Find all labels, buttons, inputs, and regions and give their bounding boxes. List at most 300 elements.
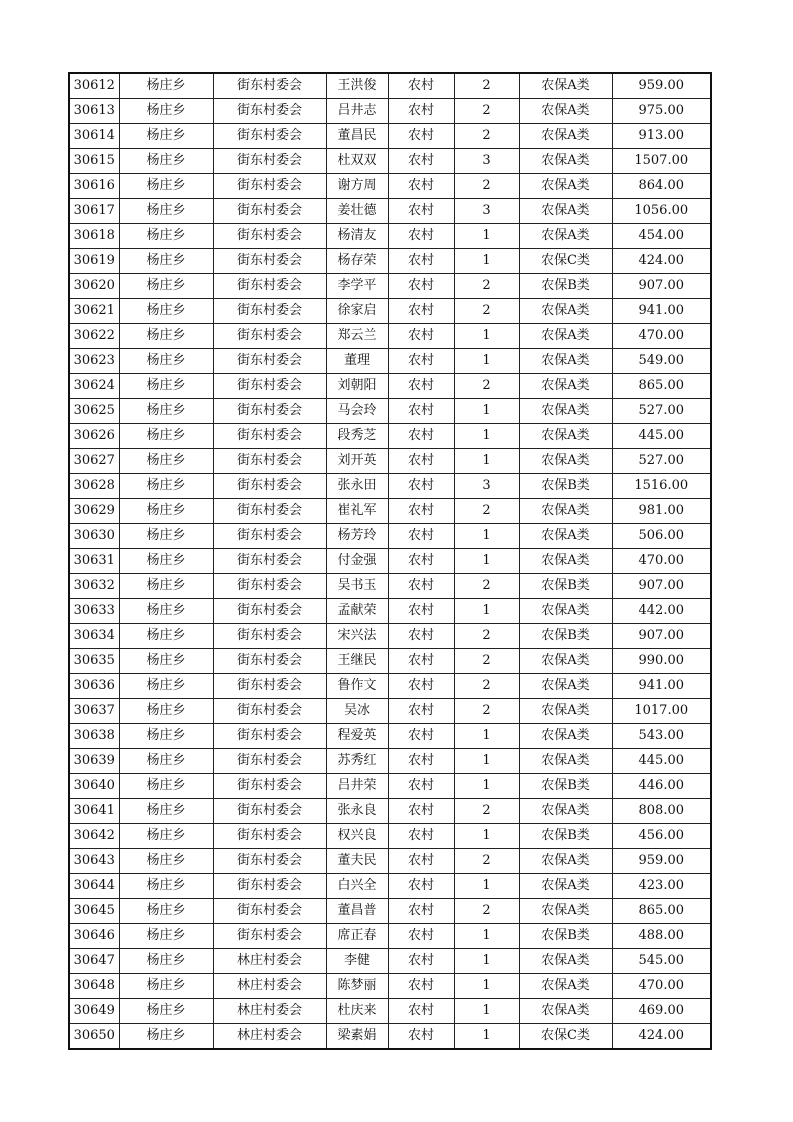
village-cell: 街东村委会 — [213, 399, 326, 424]
table-row — [69, 349, 711, 374]
type-cell: 农村 — [388, 524, 454, 549]
amount-cell: 424.00 — [612, 249, 711, 274]
village-cell: 街东村委会 — [213, 324, 326, 349]
amount-cell: 469.00 — [612, 999, 711, 1024]
name-cell: 马会玲 — [326, 399, 388, 424]
township-cell: 杨庄乡 — [119, 174, 213, 199]
id-cell: 30613 — [69, 99, 119, 124]
household-count-cell: 2 — [454, 99, 519, 124]
category-cell: 农保A类 — [519, 99, 612, 124]
category-cell: 农保A类 — [519, 949, 612, 974]
id-cell: 30615 — [69, 149, 119, 174]
category-cell: 农保A类 — [519, 449, 612, 474]
amount-cell: 959.00 — [612, 73, 711, 99]
amount-cell: 808.00 — [612, 799, 711, 824]
name-cell: 李健 — [326, 949, 388, 974]
category-cell: 农保A类 — [519, 549, 612, 574]
id-cell: 30650 — [69, 1024, 119, 1050]
village-cell: 街东村委会 — [213, 799, 326, 824]
village-cell: 街东村委会 — [213, 99, 326, 124]
township-cell: 杨庄乡 — [119, 449, 213, 474]
village-cell: 街东村委会 — [213, 149, 326, 174]
table-row — [69, 149, 711, 174]
table-row — [69, 399, 711, 424]
table-row — [69, 874, 711, 899]
village-cell: 街东村委会 — [213, 249, 326, 274]
household-count-cell: 1 — [454, 424, 519, 449]
id-cell: 30638 — [69, 724, 119, 749]
id-cell: 30627 — [69, 449, 119, 474]
type-cell: 农村 — [388, 824, 454, 849]
table-row — [69, 199, 711, 224]
village-cell: 街东村委会 — [213, 599, 326, 624]
table-row — [69, 424, 711, 449]
village-cell: 街东村委会 — [213, 224, 326, 249]
type-cell: 农村 — [388, 149, 454, 174]
household-count-cell: 2 — [454, 124, 519, 149]
name-cell: 权兴良 — [326, 824, 388, 849]
type-cell: 农村 — [388, 249, 454, 274]
village-cell: 街东村委会 — [213, 199, 326, 224]
table-row — [69, 249, 711, 274]
name-cell: 郑云兰 — [326, 324, 388, 349]
township-cell: 杨庄乡 — [119, 574, 213, 599]
id-cell: 30620 — [69, 274, 119, 299]
name-cell: 刘朝阳 — [326, 374, 388, 399]
category-cell: 农保C类 — [519, 1024, 612, 1050]
type-cell: 农村 — [388, 774, 454, 799]
household-count-cell: 1 — [454, 949, 519, 974]
township-cell: 杨庄乡 — [119, 849, 213, 874]
household-count-cell: 2 — [454, 649, 519, 674]
category-cell: 农保A类 — [519, 424, 612, 449]
township-cell: 杨庄乡 — [119, 649, 213, 674]
id-cell: 30644 — [69, 874, 119, 899]
type-cell: 农村 — [388, 474, 454, 499]
village-cell: 林庄村委会 — [213, 974, 326, 999]
township-cell: 杨庄乡 — [119, 549, 213, 574]
name-cell: 吴书玉 — [326, 574, 388, 599]
name-cell: 杜庆来 — [326, 999, 388, 1024]
id-cell: 30628 — [69, 474, 119, 499]
table-row — [69, 599, 711, 624]
id-cell: 30636 — [69, 674, 119, 699]
id-cell: 30648 — [69, 974, 119, 999]
amount-cell: 543.00 — [612, 724, 711, 749]
category-cell: 农保A类 — [519, 73, 612, 99]
type-cell: 农村 — [388, 849, 454, 874]
township-cell: 杨庄乡 — [119, 124, 213, 149]
table-row — [69, 649, 711, 674]
table-row — [69, 974, 711, 999]
table-row — [69, 999, 711, 1024]
category-cell: 农保A类 — [519, 124, 612, 149]
name-cell: 吕井荣 — [326, 774, 388, 799]
name-cell: 王洪俊 — [326, 73, 388, 99]
amount-cell: 454.00 — [612, 224, 711, 249]
township-cell: 杨庄乡 — [119, 724, 213, 749]
category-cell: 农保B类 — [519, 574, 612, 599]
table-row — [69, 949, 711, 974]
household-count-cell: 1 — [454, 999, 519, 1024]
name-cell: 张永田 — [326, 474, 388, 499]
category-cell: 农保A类 — [519, 974, 612, 999]
name-cell: 吴冰 — [326, 699, 388, 724]
type-cell: 农村 — [388, 724, 454, 749]
village-cell: 街东村委会 — [213, 574, 326, 599]
household-count-cell: 3 — [454, 149, 519, 174]
table-row — [69, 274, 711, 299]
amount-cell: 975.00 — [612, 99, 711, 124]
household-count-cell: 2 — [454, 174, 519, 199]
id-cell: 30640 — [69, 774, 119, 799]
amount-cell: 470.00 — [612, 324, 711, 349]
type-cell: 农村 — [388, 624, 454, 649]
amount-cell: 527.00 — [612, 399, 711, 424]
amount-cell: 445.00 — [612, 749, 711, 774]
id-cell: 30623 — [69, 349, 119, 374]
id-cell: 30617 — [69, 199, 119, 224]
household-count-cell: 1 — [454, 824, 519, 849]
id-cell: 30632 — [69, 574, 119, 599]
category-cell: 农保A类 — [519, 349, 612, 374]
household-count-cell: 1 — [454, 774, 519, 799]
table-row — [69, 699, 711, 724]
name-cell: 杜双双 — [326, 149, 388, 174]
household-count-cell: 2 — [454, 274, 519, 299]
household-count-cell: 2 — [454, 674, 519, 699]
household-count-cell: 2 — [454, 299, 519, 324]
village-cell: 街东村委会 — [213, 674, 326, 699]
type-cell: 农村 — [388, 424, 454, 449]
amount-cell: 981.00 — [612, 499, 711, 524]
name-cell: 陈梦丽 — [326, 974, 388, 999]
household-count-cell: 2 — [454, 699, 519, 724]
id-cell: 30612 — [69, 73, 119, 99]
table-row — [69, 924, 711, 949]
category-cell: 农保A类 — [519, 199, 612, 224]
township-cell: 杨庄乡 — [119, 624, 213, 649]
category-cell: 农保B类 — [519, 474, 612, 499]
amount-cell: 424.00 — [612, 1024, 711, 1050]
village-cell: 林庄村委会 — [213, 949, 326, 974]
village-cell: 街东村委会 — [213, 499, 326, 524]
village-cell: 街东村委会 — [213, 374, 326, 399]
amount-cell: 941.00 — [612, 674, 711, 699]
household-count-cell: 1 — [454, 399, 519, 424]
category-cell: 农保B类 — [519, 774, 612, 799]
amount-cell: 488.00 — [612, 924, 711, 949]
category-cell: 农保A类 — [519, 674, 612, 699]
household-count-cell: 2 — [454, 899, 519, 924]
type-cell: 农村 — [388, 174, 454, 199]
category-cell: 农保A类 — [519, 499, 612, 524]
township-cell: 杨庄乡 — [119, 674, 213, 699]
amount-cell: 865.00 — [612, 899, 711, 924]
type-cell: 农村 — [388, 699, 454, 724]
township-cell: 杨庄乡 — [119, 799, 213, 824]
table-row — [69, 474, 711, 499]
table-row — [69, 849, 711, 874]
category-cell: 农保A类 — [519, 999, 612, 1024]
category-cell: 农保A类 — [519, 399, 612, 424]
amount-cell: 864.00 — [612, 174, 711, 199]
amount-cell: 470.00 — [612, 549, 711, 574]
id-cell: 30646 — [69, 924, 119, 949]
id-cell: 30637 — [69, 699, 119, 724]
amount-cell: 865.00 — [612, 374, 711, 399]
village-cell: 街东村委会 — [213, 274, 326, 299]
amount-cell: 456.00 — [612, 824, 711, 849]
household-count-cell: 2 — [454, 374, 519, 399]
village-cell: 街东村委会 — [213, 624, 326, 649]
type-cell: 农村 — [388, 649, 454, 674]
table-row — [69, 499, 711, 524]
village-cell: 街东村委会 — [213, 824, 326, 849]
type-cell: 农村 — [388, 374, 454, 399]
type-cell: 农村 — [388, 999, 454, 1024]
township-cell: 杨庄乡 — [119, 924, 213, 949]
table-row — [69, 724, 711, 749]
township-cell: 杨庄乡 — [119, 599, 213, 624]
household-count-cell: 1 — [454, 249, 519, 274]
village-cell: 街东村委会 — [213, 424, 326, 449]
table-row — [69, 749, 711, 774]
name-cell: 徐家启 — [326, 299, 388, 324]
id-cell: 30649 — [69, 999, 119, 1024]
category-cell: 农保B类 — [519, 624, 612, 649]
table-row — [69, 899, 711, 924]
household-count-cell: 2 — [454, 799, 519, 824]
id-cell: 30642 — [69, 824, 119, 849]
table-row — [69, 674, 711, 699]
subsidy-table — [68, 72, 712, 1050]
village-cell: 街东村委会 — [213, 699, 326, 724]
name-cell: 董昌民 — [326, 124, 388, 149]
village-cell: 街东村委会 — [213, 73, 326, 99]
household-count-cell: 2 — [454, 849, 519, 874]
table-row — [69, 99, 711, 124]
name-cell: 刘开英 — [326, 449, 388, 474]
household-count-cell: 1 — [454, 224, 519, 249]
id-cell: 30619 — [69, 249, 119, 274]
name-cell: 孟献荣 — [326, 599, 388, 624]
household-count-cell: 1 — [454, 974, 519, 999]
township-cell: 杨庄乡 — [119, 249, 213, 274]
type-cell: 农村 — [388, 349, 454, 374]
name-cell: 杨清友 — [326, 224, 388, 249]
household-count-cell: 2 — [454, 73, 519, 99]
category-cell: 农保A类 — [519, 599, 612, 624]
village-cell: 林庄村委会 — [213, 999, 326, 1024]
township-cell: 杨庄乡 — [119, 699, 213, 724]
name-cell: 付金强 — [326, 549, 388, 574]
table-row — [69, 374, 711, 399]
amount-cell: 907.00 — [612, 624, 711, 649]
amount-cell: 549.00 — [612, 349, 711, 374]
village-cell: 林庄村委会 — [213, 1024, 326, 1050]
township-cell: 杨庄乡 — [119, 374, 213, 399]
type-cell: 农村 — [388, 674, 454, 699]
township-cell: 杨庄乡 — [119, 224, 213, 249]
amount-cell: 1507.00 — [612, 149, 711, 174]
id-cell: 30643 — [69, 849, 119, 874]
household-count-cell: 1 — [454, 874, 519, 899]
category-cell: 农保A类 — [519, 799, 612, 824]
category-cell: 农保A类 — [519, 649, 612, 674]
household-count-cell: 2 — [454, 499, 519, 524]
household-count-cell: 3 — [454, 474, 519, 499]
type-cell: 农村 — [388, 924, 454, 949]
type-cell: 农村 — [388, 549, 454, 574]
type-cell: 农村 — [388, 224, 454, 249]
household-count-cell: 1 — [454, 324, 519, 349]
table-row — [69, 774, 711, 799]
type-cell: 农村 — [388, 974, 454, 999]
table-row — [69, 824, 711, 849]
id-cell: 30635 — [69, 649, 119, 674]
id-cell: 30616 — [69, 174, 119, 199]
township-cell: 杨庄乡 — [119, 824, 213, 849]
id-cell: 30622 — [69, 324, 119, 349]
table-row — [69, 799, 711, 824]
village-cell: 街东村委会 — [213, 924, 326, 949]
village-cell: 街东村委会 — [213, 749, 326, 774]
category-cell: 农保A类 — [519, 899, 612, 924]
township-cell: 杨庄乡 — [119, 749, 213, 774]
township-cell: 杨庄乡 — [119, 999, 213, 1024]
township-cell: 杨庄乡 — [119, 199, 213, 224]
table-row — [69, 624, 711, 649]
amount-cell: 907.00 — [612, 274, 711, 299]
id-cell: 30626 — [69, 424, 119, 449]
village-cell: 街东村委会 — [213, 474, 326, 499]
amount-cell: 545.00 — [612, 949, 711, 974]
id-cell: 30624 — [69, 374, 119, 399]
category-cell: 农保A类 — [519, 149, 612, 174]
name-cell: 谢方周 — [326, 174, 388, 199]
name-cell: 张永良 — [326, 799, 388, 824]
category-cell: 农保A类 — [519, 299, 612, 324]
name-cell: 姜壮德 — [326, 199, 388, 224]
township-cell: 杨庄乡 — [119, 399, 213, 424]
township-cell: 杨庄乡 — [119, 424, 213, 449]
id-cell: 30641 — [69, 799, 119, 824]
township-cell: 杨庄乡 — [119, 274, 213, 299]
id-cell: 30633 — [69, 599, 119, 624]
township-cell: 杨庄乡 — [119, 99, 213, 124]
village-cell: 街东村委会 — [213, 549, 326, 574]
category-cell: 农保A类 — [519, 224, 612, 249]
township-cell: 杨庄乡 — [119, 73, 213, 99]
village-cell: 街东村委会 — [213, 849, 326, 874]
township-cell: 杨庄乡 — [119, 774, 213, 799]
id-cell: 30621 — [69, 299, 119, 324]
amount-cell: 959.00 — [612, 849, 711, 874]
table-row — [69, 299, 711, 324]
category-cell: 农保C类 — [519, 249, 612, 274]
amount-cell: 527.00 — [612, 449, 711, 474]
type-cell: 农村 — [388, 449, 454, 474]
name-cell: 董昌普 — [326, 899, 388, 924]
type-cell: 农村 — [388, 799, 454, 824]
table-body — [69, 73, 711, 1049]
amount-cell: 913.00 — [612, 124, 711, 149]
household-count-cell: 2 — [454, 624, 519, 649]
name-cell: 杨芳玲 — [326, 524, 388, 549]
type-cell: 农村 — [388, 324, 454, 349]
household-count-cell: 1 — [454, 724, 519, 749]
household-count-cell: 2 — [454, 574, 519, 599]
table-row — [69, 1024, 711, 1050]
amount-cell: 506.00 — [612, 524, 711, 549]
village-cell: 街东村委会 — [213, 174, 326, 199]
amount-cell: 1516.00 — [612, 474, 711, 499]
name-cell: 杨存荣 — [326, 249, 388, 274]
type-cell: 农村 — [388, 274, 454, 299]
amount-cell: 1056.00 — [612, 199, 711, 224]
id-cell: 30631 — [69, 549, 119, 574]
household-count-cell: 1 — [454, 549, 519, 574]
type-cell: 农村 — [388, 73, 454, 99]
type-cell: 农村 — [388, 599, 454, 624]
township-cell: 杨庄乡 — [119, 949, 213, 974]
id-cell: 30645 — [69, 899, 119, 924]
name-cell: 苏秀红 — [326, 749, 388, 774]
id-cell: 30618 — [69, 224, 119, 249]
village-cell: 街东村委会 — [213, 299, 326, 324]
table-row — [69, 174, 711, 199]
township-cell: 杨庄乡 — [119, 899, 213, 924]
table-row — [69, 574, 711, 599]
amount-cell: 907.00 — [612, 574, 711, 599]
village-cell: 街东村委会 — [213, 124, 326, 149]
village-cell: 街东村委会 — [213, 449, 326, 474]
township-cell: 杨庄乡 — [119, 1024, 213, 1050]
category-cell: 农保A类 — [519, 524, 612, 549]
village-cell: 街东村委会 — [213, 724, 326, 749]
category-cell: 农保A类 — [519, 849, 612, 874]
amount-cell: 445.00 — [612, 424, 711, 449]
category-cell: 农保A类 — [519, 174, 612, 199]
id-cell: 30629 — [69, 499, 119, 524]
township-cell: 杨庄乡 — [119, 874, 213, 899]
household-count-cell: 1 — [454, 449, 519, 474]
category-cell: 农保A类 — [519, 749, 612, 774]
amount-cell: 423.00 — [612, 874, 711, 899]
amount-cell: 470.00 — [612, 974, 711, 999]
table-row — [69, 73, 711, 99]
type-cell: 农村 — [388, 199, 454, 224]
amount-cell: 990.00 — [612, 649, 711, 674]
type-cell: 农村 — [388, 299, 454, 324]
amount-cell: 941.00 — [612, 299, 711, 324]
category-cell: 农保A类 — [519, 699, 612, 724]
household-count-cell: 1 — [454, 524, 519, 549]
category-cell: 农保B类 — [519, 274, 612, 299]
amount-cell: 446.00 — [612, 774, 711, 799]
table-row — [69, 224, 711, 249]
township-cell: 杨庄乡 — [119, 324, 213, 349]
township-cell: 杨庄乡 — [119, 299, 213, 324]
name-cell: 梁素娟 — [326, 1024, 388, 1050]
category-cell: 农保A类 — [519, 724, 612, 749]
household-count-cell: 1 — [454, 599, 519, 624]
township-cell: 杨庄乡 — [119, 524, 213, 549]
table-row — [69, 449, 711, 474]
village-cell: 街东村委会 — [213, 349, 326, 374]
township-cell: 杨庄乡 — [119, 474, 213, 499]
